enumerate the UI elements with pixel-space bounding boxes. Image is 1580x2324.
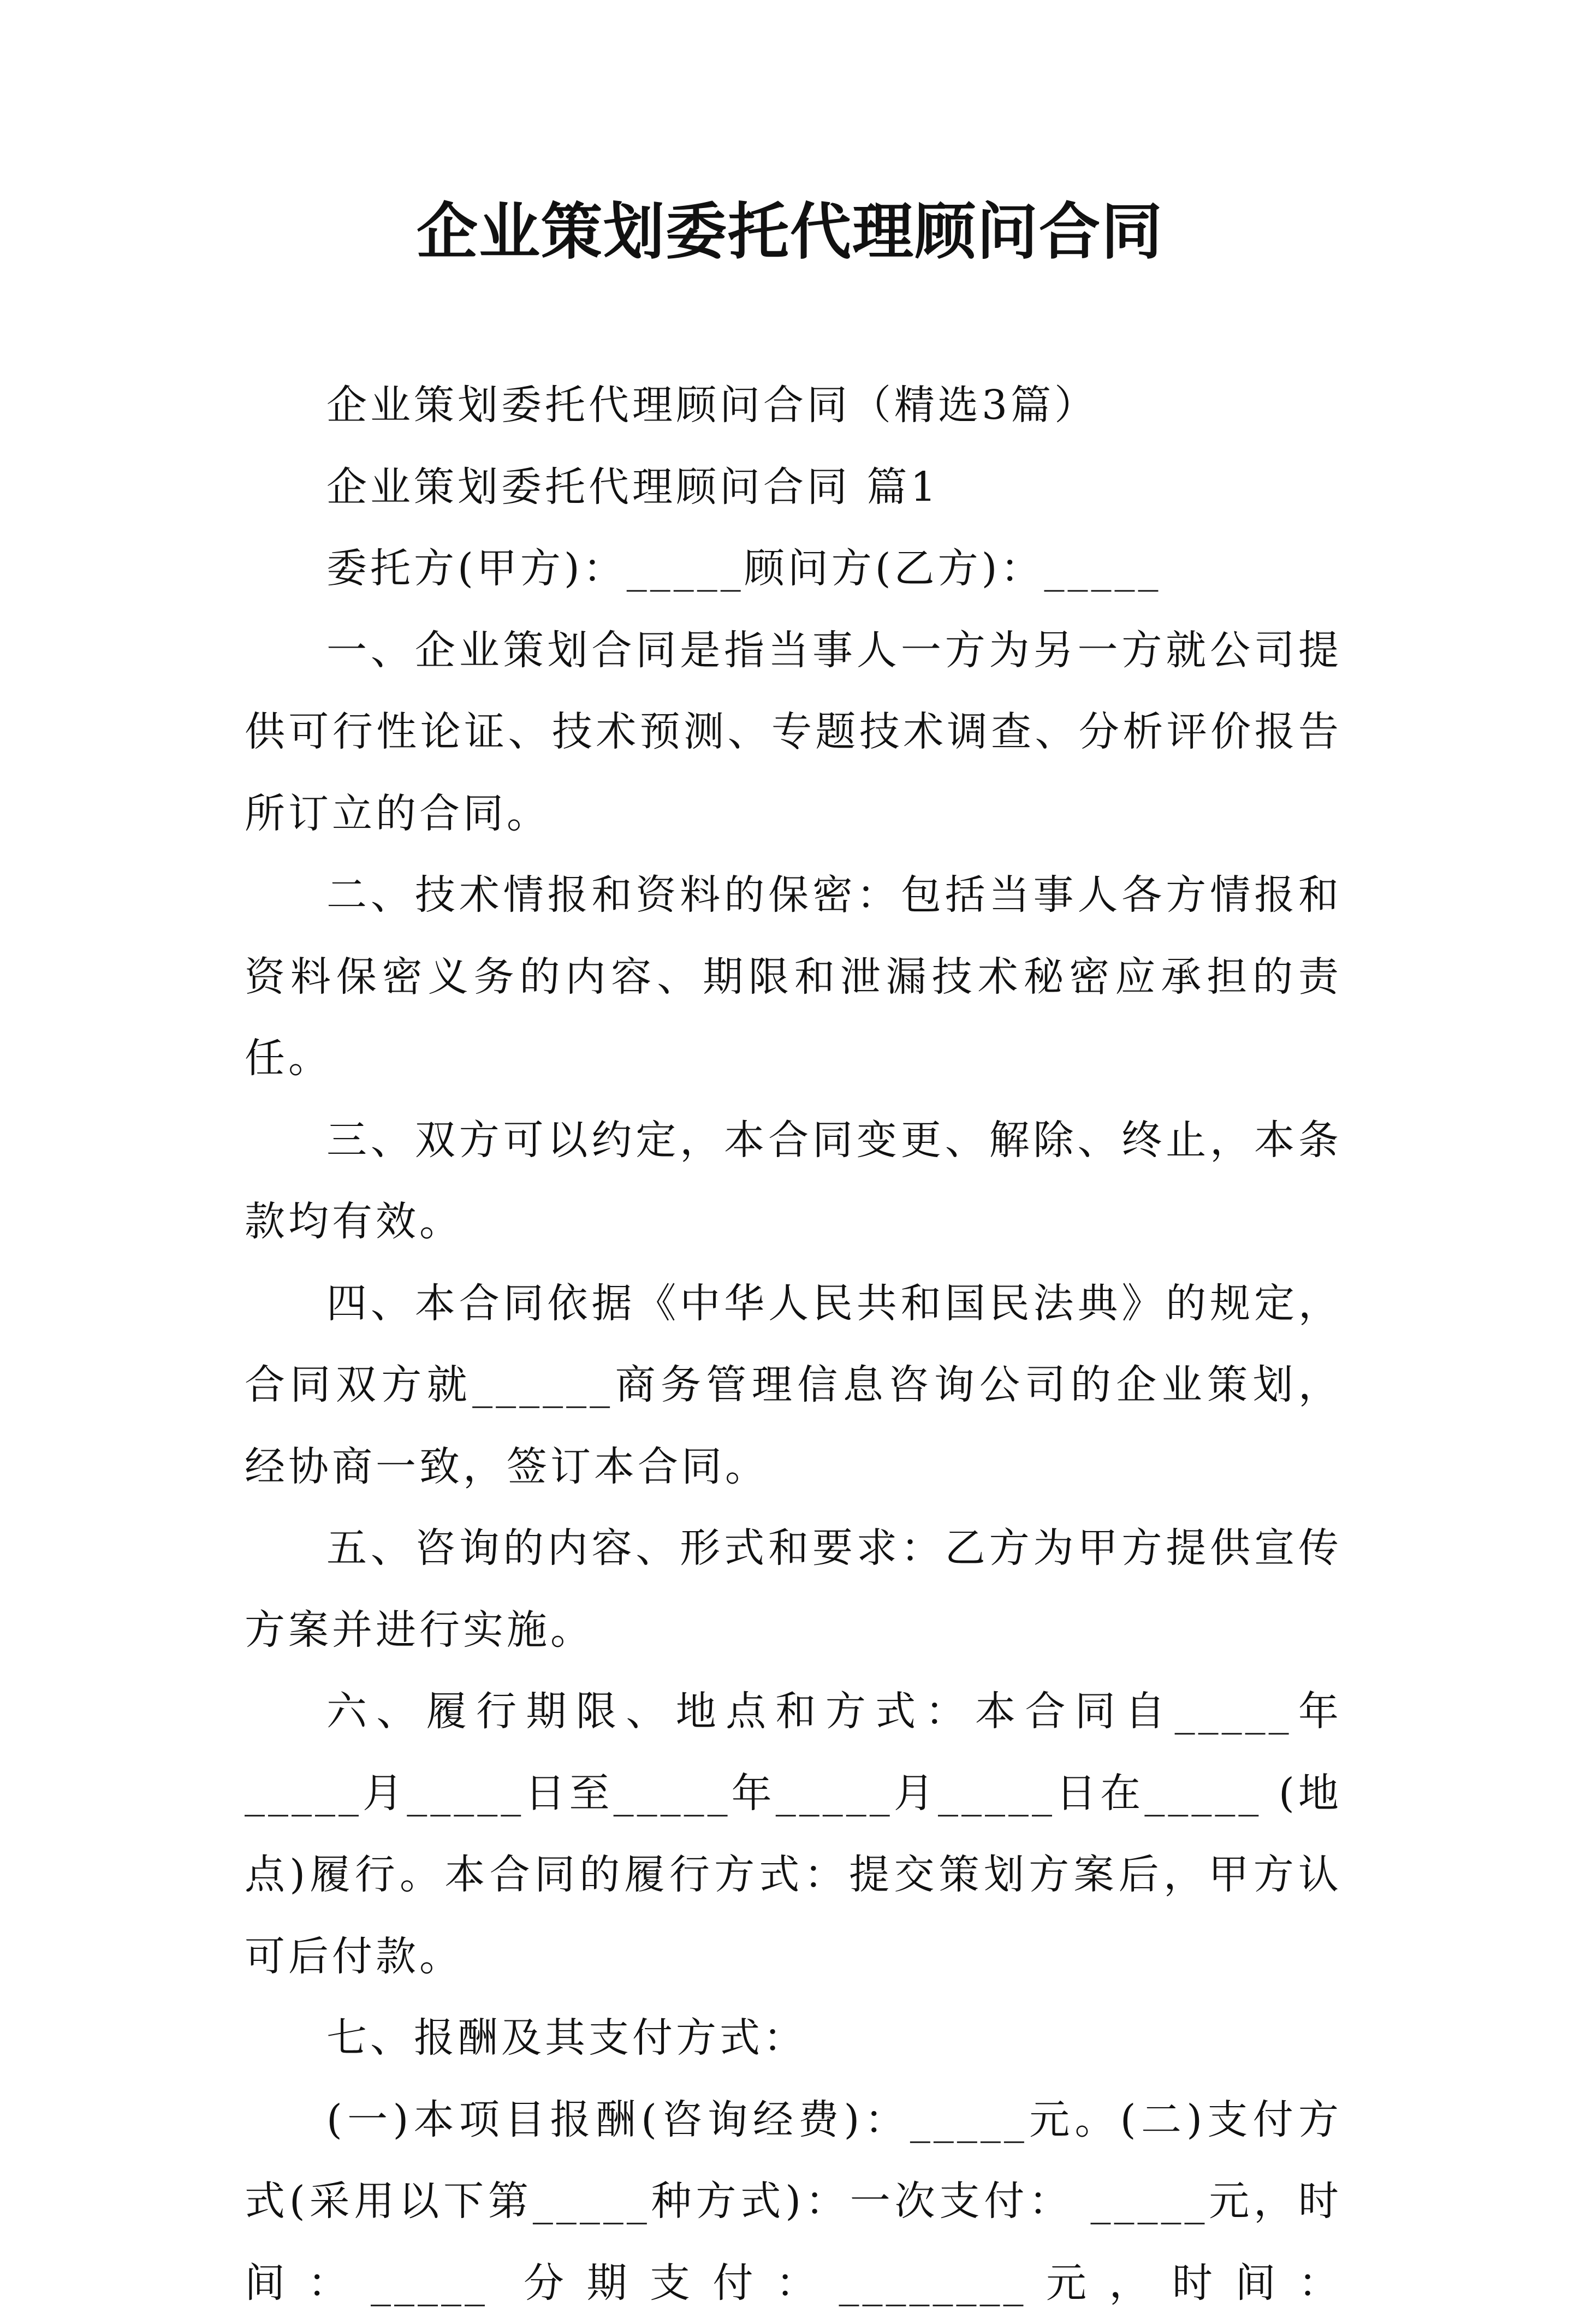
paragraph-payment: (一)本项目报酬(咨询经费)：_____元。(二)支付方式(采用以下第_____种方式)：一次支付： _____元，时间：_____ 分期支付：________元，时间： <box>245 2079 1342 2324</box>
paragraph-clause-2: 二、技术情报和资料的保密：包括当事人各方情报和资料保密义务的内容、期限和泄漏技术秘密应承担的责任。 <box>245 855 1342 1100</box>
paragraph-section-heading: 企业策划委托代理顾问合同 篇1 <box>245 447 1342 529</box>
paragraph-parties: 委托方(甲方)：_____顾问方(乙方)：_____ <box>245 528 1342 610</box>
document-body <box>245 365 1342 2324</box>
paragraph-subtitle: 企业策划委托代理顾问合同（精选3篇） <box>245 365 1342 447</box>
paragraph-clause-6: 六、履行期限、地点和方式：本合同自_____年_____月_____日至_____年_____月_____日在_____ (地点)履行。本合同的履行方式：提交策划方案后，甲方认可后付款。 <box>245 1671 1342 1997</box>
paragraph-clause-7: 七、报酬及其支付方式： <box>245 1997 1342 2079</box>
paragraph-clause-4: 四、本合同依据《中华人民共和国民法典》的规定，合同双方就______商务管理信息咨询公司的企业策划，经协商一致，签订本合同。 <box>245 1263 1342 1508</box>
paragraph-clause-5: 五、咨询的内容、形式和要求：乙方为甲方提供宣传方案并进行实施。 <box>245 1508 1342 1671</box>
paragraph-clause-1: 一、企业策划合同是指当事人一方为另一方就公司提供可行性论证、技术预测、专题技术调查、分析评价报告所订立的合同。 <box>245 610 1342 855</box>
document-title: 企业策划委托代理顾问合同 <box>0 194 1580 270</box>
paragraph-clause-3: 三、双方可以约定，本合同变更、解除、终止，本条款均有效。 <box>245 1100 1342 1263</box>
